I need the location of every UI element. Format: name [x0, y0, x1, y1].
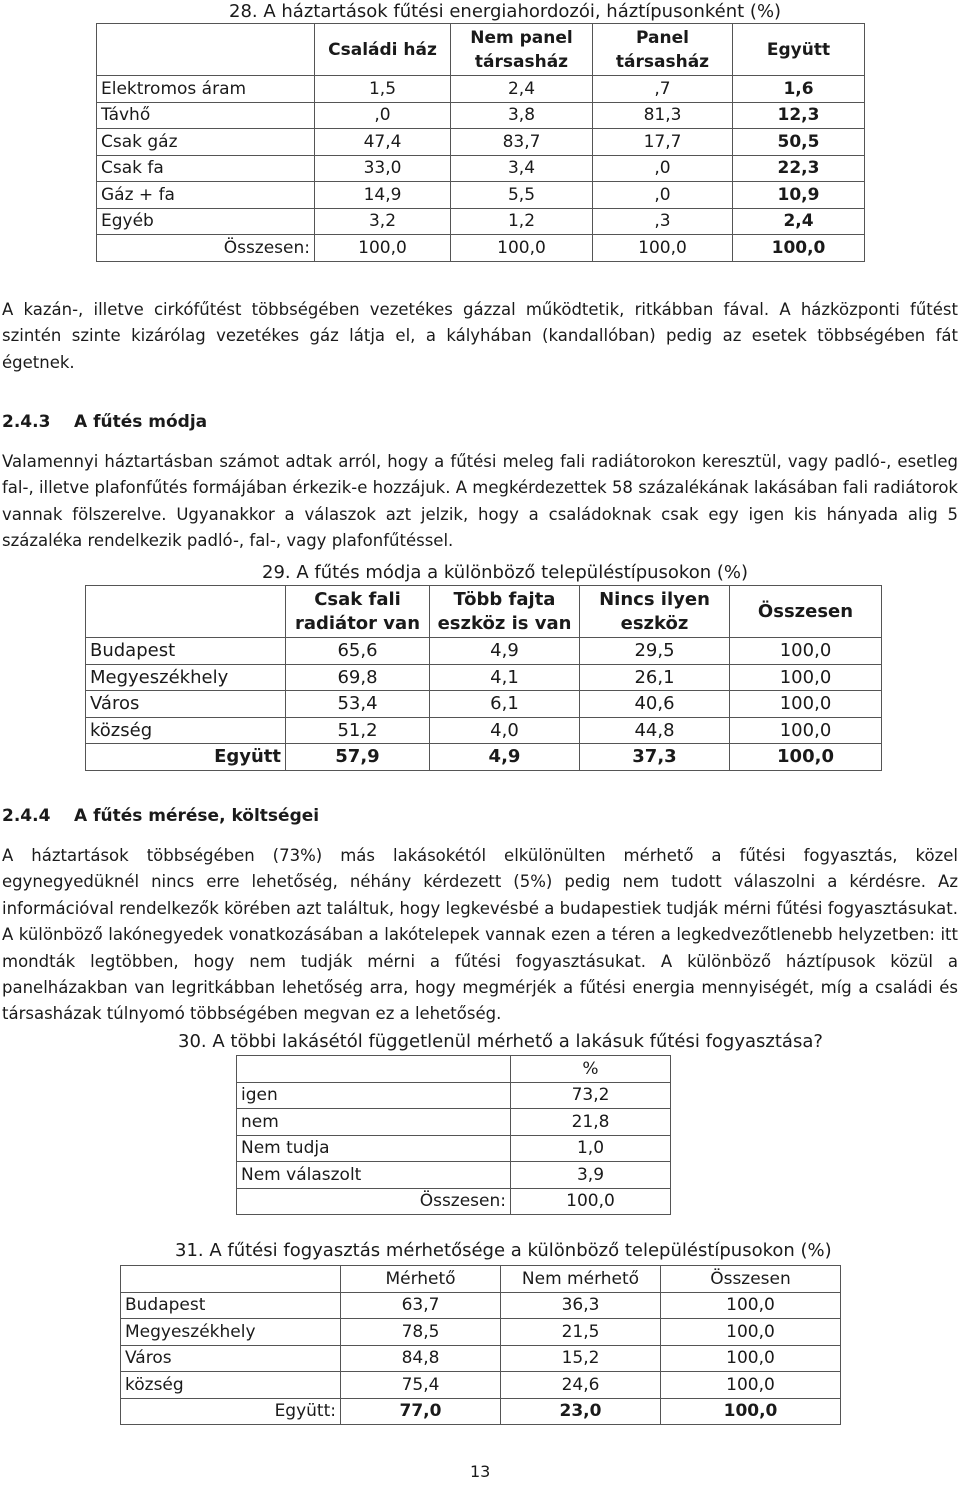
cell: 1,2 — [451, 208, 593, 235]
cell: 14,9 — [315, 182, 451, 209]
column-header: Családi ház — [315, 24, 451, 76]
cell: 100,0 — [315, 235, 451, 262]
cell: 4,9 — [430, 744, 580, 771]
table-row — [121, 1319, 841, 1346]
page-number: 13 — [470, 1462, 491, 1481]
cell: 23,0 — [501, 1398, 661, 1425]
cell: 21,8 — [511, 1109, 671, 1136]
cell-total: 10,9 — [733, 182, 865, 209]
header-corner — [121, 1266, 341, 1293]
cell: 57,9 — [286, 744, 430, 771]
cell: 100,0 — [730, 691, 882, 718]
cell: ,0 — [593, 155, 733, 182]
table-row — [121, 1345, 841, 1372]
total-label: Együtt: — [121, 1398, 341, 1425]
column-header: Együtt — [733, 24, 865, 76]
table-row — [237, 1162, 671, 1189]
cell-total: 12,3 — [733, 102, 865, 129]
column-header: Nincs ilyen eszköz — [580, 586, 730, 638]
column-header: Panel társasház — [593, 24, 733, 76]
table-row — [86, 717, 882, 744]
cell: 3,4 — [451, 155, 593, 182]
cell: 100,0 — [730, 664, 882, 691]
section-heading — [2, 806, 319, 826]
cell: ,0 — [315, 102, 451, 129]
table-28-caption: 28. A háztartások fűtési energiahordozói, háztípusonként (%) — [229, 1, 782, 22]
cell: 2,4 — [451, 76, 593, 103]
total-label: Együtt — [86, 744, 286, 771]
row-label: Megyeszékhely — [86, 664, 286, 691]
cell: ,0 — [593, 182, 733, 209]
column-header: Összesen — [661, 1266, 841, 1293]
table-row — [86, 638, 882, 665]
cell: 83,7 — [451, 129, 593, 156]
section-number: 2.4.3 — [2, 412, 51, 432]
table-row — [97, 155, 865, 182]
row-label: Elektromos áram — [97, 76, 315, 103]
cell: 44,8 — [580, 717, 730, 744]
table-31 — [120, 1265, 841, 1425]
cell: 100,0 — [451, 235, 593, 262]
table-29-caption: 29. A fűtés módja a különböző településtípusokon (%) — [262, 562, 749, 583]
row-label: igen — [237, 1082, 511, 1109]
cell: 100,0 — [511, 1188, 671, 1215]
table-header-row — [97, 24, 865, 76]
column-header: % — [511, 1056, 671, 1083]
table-total-row — [237, 1188, 671, 1215]
row-label: Gáz + fa — [97, 182, 315, 209]
row-label: község — [86, 717, 286, 744]
cell: 6,1 — [430, 691, 580, 718]
cell: 81,3 — [593, 102, 733, 129]
cell: 40,6 — [580, 691, 730, 718]
row-label: Megyeszékhely — [121, 1319, 341, 1346]
cell: 3,2 — [315, 208, 451, 235]
header-corner — [237, 1056, 511, 1083]
cell: 100,0 — [661, 1292, 841, 1319]
table-total-row — [121, 1398, 841, 1425]
table-row — [237, 1082, 671, 1109]
cell: 21,5 — [501, 1319, 661, 1346]
table-30-caption: 30. A többi lakásétól függetlenül mérhető a lakásuk fűtési fogyasztása? — [178, 1031, 823, 1052]
body-paragraph: A háztartások többségében (73%) más lakásokétól elkülönülten mérhető a fűtési fogyasztás, közel egynegyedüknél nincs erre lehetőség, néhány kérdezett (5%) pedig nem tudott válaszolni a kérdésre. Az információval rendelkezők körében azt találtuk, hogy legkevésbé a budapestiek tudják mérni fűtési fogyasztásukat. A különböző lakónegyedek vonatkozásában a lakótelepek vannak ezen a téren a legkedvezőtlenebb helyzetben: itt mondták legtöbben, hogy nem tudják mérni a fűtési fogyasztásukat. A különböző háztípusok közül a panelházakban van legritkábban lehetőség arra, hogy megmérjék a fűtési energia mennyiségét, míg a családi és társasházak túlnyomó többségében megvan ez a lehetőség. — [2, 846, 958, 1024]
cell: 84,8 — [341, 1345, 501, 1372]
section-title: A fűtés mérése, költségei — [74, 806, 320, 826]
cell: 24,6 — [501, 1372, 661, 1399]
row-label: Nem válaszolt — [237, 1162, 511, 1189]
row-label: Távhő — [97, 102, 315, 129]
column-header: Nem mérhető — [501, 1266, 661, 1293]
cell: 100,0 — [661, 1319, 841, 1346]
row-label: Budapest — [121, 1292, 341, 1319]
table-header-row — [237, 1056, 671, 1083]
cell: 100,0 — [730, 717, 882, 744]
cell: 100,0 — [661, 1345, 841, 1372]
cell: 29,5 — [580, 638, 730, 665]
cell: 47,4 — [315, 129, 451, 156]
total-label: Összesen: — [237, 1188, 511, 1215]
cell: 4,0 — [430, 717, 580, 744]
row-label: Budapest — [86, 638, 286, 665]
cell-total: 1,6 — [733, 76, 865, 103]
cell: 26,1 — [580, 664, 730, 691]
column-header: Mérhető — [341, 1266, 501, 1293]
cell: 100,0 — [593, 235, 733, 262]
cell: 3,8 — [451, 102, 593, 129]
cell: 37,3 — [580, 744, 730, 771]
table-row — [237, 1109, 671, 1136]
section-heading — [2, 412, 207, 432]
table-row — [97, 182, 865, 209]
row-label: Egyéb — [97, 208, 315, 235]
row-label: Csak fa — [97, 155, 315, 182]
cell: 100,0 — [661, 1372, 841, 1399]
cell: 33,0 — [315, 155, 451, 182]
row-label: Csak gáz — [97, 129, 315, 156]
total-label: Összesen: — [97, 235, 315, 262]
cell: 1,0 — [511, 1135, 671, 1162]
table-row — [97, 129, 865, 156]
cell: 36,3 — [501, 1292, 661, 1319]
table-row — [121, 1372, 841, 1399]
row-label: nem — [237, 1109, 511, 1136]
cell-total: 100,0 — [733, 235, 865, 262]
column-header: Nem panel társasház — [451, 24, 593, 76]
cell: 15,2 — [501, 1345, 661, 1372]
cell: 1,5 — [315, 76, 451, 103]
body-paragraph: Valamennyi háztartásban számot adtak arról, hogy a fűtési meleg fali radiátorokon keresztül, vagy padló-, esetleg fal-, illetve plafonfűtés formájában érkezik-e hozzájuk. A megkérdezettek 58 százalékának lakásában fali radiátorok vannak fölszerelve. Ugyanakkor a válaszok azt jelzik, hogy a családoknak csak egy igen kis hányada alig 5 százaléka rendelkezik padló-, fal-, vagy plafonfűtéssel. — [2, 452, 958, 551]
cell: 4,9 — [430, 638, 580, 665]
table-row — [86, 691, 882, 718]
table-row — [237, 1135, 671, 1162]
table-28 — [96, 23, 865, 262]
header-corner — [86, 586, 286, 638]
cell: 4,1 — [430, 664, 580, 691]
column-header: Több fajta eszköz is van — [430, 586, 580, 638]
column-header: Összesen — [730, 586, 882, 638]
table-row — [121, 1292, 841, 1319]
cell: 100,0 — [730, 744, 882, 771]
cell: 63,7 — [341, 1292, 501, 1319]
table-29 — [85, 585, 882, 771]
cell-total: 50,5 — [733, 129, 865, 156]
cell: 51,2 — [286, 717, 430, 744]
cell: 100,0 — [661, 1398, 841, 1425]
cell: ,7 — [593, 76, 733, 103]
row-label: Nem tudja — [237, 1135, 511, 1162]
section-title: A fűtés módja — [74, 412, 208, 432]
table-row — [97, 76, 865, 103]
cell: 73,2 — [511, 1082, 671, 1109]
row-label: Város — [86, 691, 286, 718]
cell: 5,5 — [451, 182, 593, 209]
cell: 53,4 — [286, 691, 430, 718]
cell: 75,4 — [341, 1372, 501, 1399]
table-30 — [236, 1055, 671, 1215]
table-header-row — [121, 1266, 841, 1293]
cell: ,3 — [593, 208, 733, 235]
column-header: Csak fali radiátor van — [286, 586, 430, 638]
table-header-row — [86, 586, 882, 638]
row-label: község — [121, 1372, 341, 1399]
cell-total: 2,4 — [733, 208, 865, 235]
table-row — [97, 208, 865, 235]
cell: 100,0 — [730, 638, 882, 665]
table-row — [97, 102, 865, 129]
cell: 69,8 — [286, 664, 430, 691]
row-label: Város — [121, 1345, 341, 1372]
cell: 3,9 — [511, 1162, 671, 1189]
header-corner — [97, 24, 315, 76]
section-number: 2.4.4 — [2, 806, 51, 826]
table-total-row — [97, 235, 865, 262]
cell-total: 22,3 — [733, 155, 865, 182]
table-row — [86, 664, 882, 691]
body-paragraph: A kazán-, illetve cirkófűtést többségében vezetékes gázzal működtetik, ritkábban fával. A házközponti fűtést szintén szinte kizárólag vezetékes gáz látja el, a kályhában (kandallóban) pedig az esetek többségében fát égetnek. — [2, 300, 958, 372]
cell: 65,6 — [286, 638, 430, 665]
cell: 78,5 — [341, 1319, 501, 1346]
cell: 17,7 — [593, 129, 733, 156]
table-31-caption: 31. A fűtési fogyasztás mérhetősége a különböző településtípusokon (%) — [175, 1240, 832, 1261]
cell: 77,0 — [341, 1398, 501, 1425]
table-total-row — [86, 744, 882, 771]
